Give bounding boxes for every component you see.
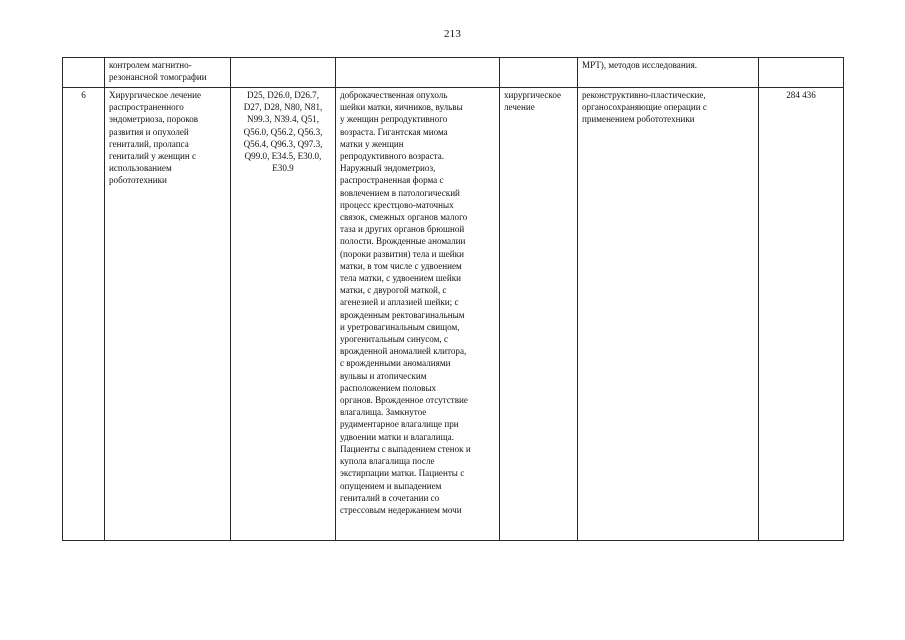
care-type-cell: контролем магнитно- резонансной томографии bbox=[105, 58, 231, 88]
medical-care-table bbox=[62, 57, 844, 541]
page-number: 213 bbox=[443, 28, 462, 40]
cost-cell: 284 436 bbox=[759, 88, 844, 541]
cost-cell bbox=[759, 58, 844, 88]
treatment-type-cell: хирургическое лечение bbox=[500, 88, 578, 541]
patient-model-cell: доброкачественная опухоль шейки матки, яичников, вульвы у женщин репродуктивного возраста. Гигантская миома матки у женщин репродуктивного возраста. Наружный эндометриоз, распространенная форма с вовлечением в патологический процесс крестцово-маточных связок, смежных органов малого таза и других органов брюшной полости. Врожденные аномалии (пороки развития) тела и шейки матки, в том числе с удвоением тела матки, с удвоением шейки матки, с двурогой маткой, с агенезией и аплазией шейки; с врожденным ректовагинальным и уретровагинальным свищом, урогенитальным синусом, с врожденной аномалией клитора, с врожденными аномалиями вульвы и атопическим расположением половых органов. Врожденное отсутствие влагалища. Замкнутое рудиментарное влагалище при удвоении матки и влагалища. Пациенты с выпадением стенок и купола влагалища после экстирпации матки. Пациенты с опущением и выпадением гениталий в сочетании со стрессовым недержанием мочи bbox=[336, 88, 500, 541]
table-row bbox=[63, 58, 844, 88]
row-number-cell bbox=[63, 58, 105, 88]
patient-model-cell bbox=[336, 58, 500, 88]
row-number-cell: 6 bbox=[63, 88, 105, 541]
treatment-type-cell bbox=[500, 58, 578, 88]
treatment-method-cell: МРТ), методов исследования. bbox=[578, 58, 759, 88]
treatment-method-cell: реконструктивно-пластические, органосохраняющие операции с применением робототехники bbox=[578, 88, 759, 541]
icd-codes-cell: D25, D26.0, D26.7, D27, D28, N80, N81, N99.3, N39.4, Q51, Q56.0, Q56.2, Q56.3, Q56.4, Q96.3, Q97.3, Q99.0, E34.5, E30.0, E30.9 bbox=[231, 88, 336, 541]
care-type-cell: Хирургическое лечение распространенного эндометриоза, пороков развития и опухолей гениталий, пролапса гениталий у женщин с использованием робототехники bbox=[105, 88, 231, 541]
table-row bbox=[63, 88, 844, 541]
icd-codes-cell bbox=[231, 58, 336, 88]
